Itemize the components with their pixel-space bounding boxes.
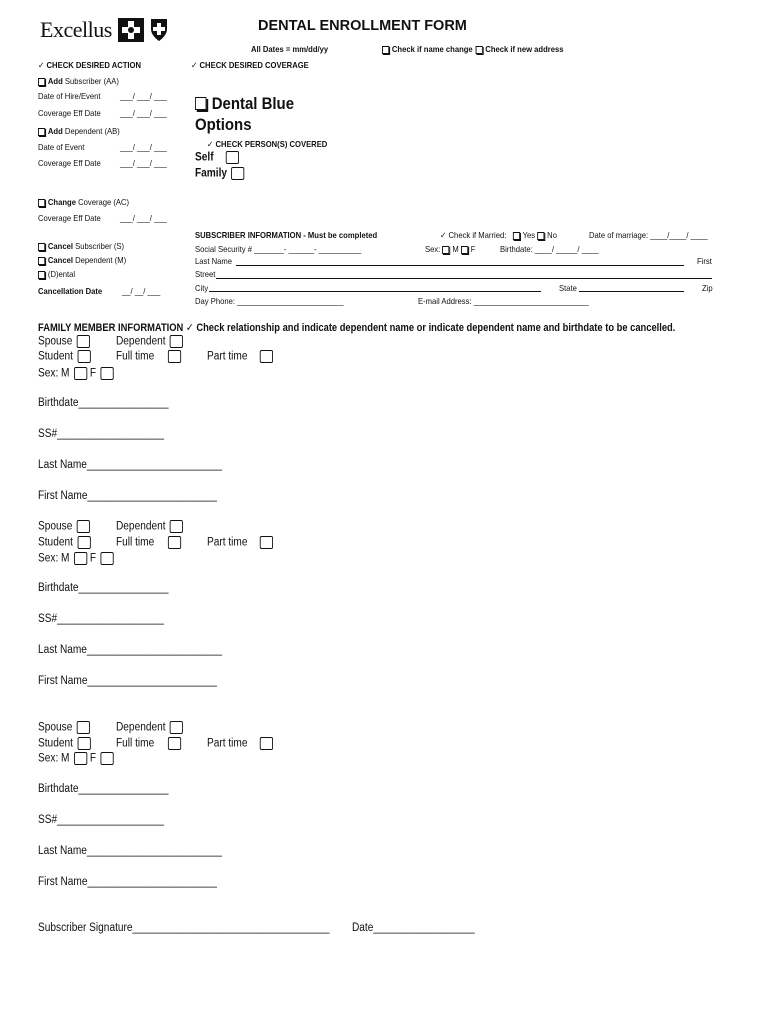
part-time-option[interactable] bbox=[207, 536, 273, 549]
student-checkbox[interactable] bbox=[77, 536, 90, 549]
add-word: Add bbox=[47, 76, 63, 86]
spouse-checkbox[interactable] bbox=[77, 520, 90, 533]
cancel-dependent-option[interactable] bbox=[38, 255, 126, 265]
sex-label: Sex: bbox=[425, 244, 441, 254]
spouse-label: Spouse bbox=[38, 335, 73, 348]
add-dependent-checkbox[interactable] bbox=[38, 128, 45, 136]
name-change-checkbox[interactable] bbox=[382, 46, 389, 54]
spouse-checkbox[interactable] bbox=[77, 721, 90, 734]
ssn-field[interactable]: Social Security # _______- ______- __________ bbox=[195, 244, 362, 254]
dependent-label: Dependent bbox=[116, 520, 166, 533]
change-coverage-checkbox[interactable] bbox=[38, 199, 45, 207]
dependent-label: Dependent bbox=[116, 721, 166, 734]
cancel-word: Cancel bbox=[47, 241, 73, 251]
last-name-label: Last Name bbox=[195, 256, 232, 266]
city-line[interactable] bbox=[209, 291, 541, 292]
part-time-checkbox[interactable] bbox=[260, 536, 273, 549]
full-time-option[interactable] bbox=[116, 350, 182, 363]
signature-date-field[interactable]: Date__________________ bbox=[352, 922, 475, 934]
form-title: DENTAL ENROLLMENT FORM bbox=[258, 18, 467, 34]
dependent-option[interactable] bbox=[116, 520, 183, 533]
cancel-subscriber-checkbox[interactable] bbox=[38, 243, 45, 251]
persons-covered-heading: ✓ CHECK PERSON(S) COVERED bbox=[207, 139, 328, 149]
dependent-option[interactable] bbox=[116, 335, 183, 348]
coverage-eff-label-2: Coverage Eff Date bbox=[38, 158, 101, 168]
dependent-checkbox[interactable] bbox=[170, 335, 183, 348]
state-label: State bbox=[559, 283, 577, 293]
first-name-field[interactable]: First Name_______________________ bbox=[38, 675, 217, 687]
add-dependent-label: Dependent (AB) bbox=[64, 126, 120, 136]
married-yes-checkbox[interactable] bbox=[513, 232, 520, 240]
persons-covered-label: CHECK PERSON(S) COVERED bbox=[215, 139, 328, 149]
sex-option[interactable] bbox=[38, 752, 114, 765]
desired-action-label: CHECK DESIRED ACTION bbox=[46, 60, 142, 70]
cancellation-date-field[interactable]: __/ __/ ___ bbox=[122, 286, 161, 296]
sex-f-checkbox[interactable] bbox=[101, 752, 114, 765]
date-event-label: Date of Event bbox=[38, 142, 85, 152]
married-label: Check if Married: bbox=[448, 230, 507, 240]
change-coverage-label: Coverage (AC) bbox=[78, 197, 130, 207]
blue-cross-icon bbox=[118, 18, 144, 42]
last-name-field[interactable]: Last Name________________________ bbox=[38, 845, 223, 857]
street-line[interactable] bbox=[216, 278, 712, 279]
spouse-label: Spouse bbox=[38, 520, 73, 533]
add-word: Add bbox=[47, 126, 63, 136]
excellus-logo bbox=[40, 17, 169, 43]
marriage-date-field[interactable]: Date of marriage: ____/____/ ____ bbox=[589, 230, 708, 240]
part-time-option[interactable] bbox=[207, 737, 273, 750]
part-time-label: Part time bbox=[207, 350, 248, 363]
sex-f-checkbox[interactable] bbox=[461, 246, 468, 254]
dates-note: All Dates = mm/dd/yy bbox=[251, 44, 329, 54]
cancellation-date-label: Cancellation Date bbox=[38, 286, 103, 296]
date-event-field[interactable]: ___/ ___/ ___ bbox=[120, 142, 167, 152]
sex-m-label: Sex: M bbox=[38, 752, 70, 765]
new-address-checkbox[interactable] bbox=[475, 46, 482, 54]
student-checkbox[interactable] bbox=[77, 737, 90, 750]
coverage-title-line2: Options bbox=[195, 115, 252, 134]
dental-checkbox[interactable] bbox=[38, 271, 45, 279]
family-heading-row: FAMILY MEMBER INFORMATION ✓ Check relationship and indicate dependent name or indicate dependent name and birthdate to be cancelled. bbox=[38, 322, 676, 334]
full-time-checkbox[interactable] bbox=[168, 350, 181, 363]
dependent-label: Dependent bbox=[116, 335, 166, 348]
part-time-label: Part time bbox=[207, 536, 248, 549]
ss-field[interactable]: SS#___________________ bbox=[38, 814, 165, 826]
add-dependent-option[interactable] bbox=[38, 126, 120, 136]
family-option[interactable] bbox=[195, 167, 245, 180]
full-time-checkbox[interactable] bbox=[168, 536, 181, 549]
change-word: Change bbox=[47, 197, 76, 207]
sex-f-label: F bbox=[89, 552, 97, 565]
dependent-checkbox[interactable] bbox=[170, 520, 183, 533]
cancel-subscriber-option[interactable] bbox=[38, 241, 124, 251]
coverage-eff-field[interactable]: ___/ ___/ ___ bbox=[120, 108, 167, 118]
m-label: M bbox=[452, 244, 459, 254]
brand-name: Excellus bbox=[40, 17, 112, 42]
full-time-option[interactable] bbox=[116, 536, 182, 549]
blue-shield-icon bbox=[149, 17, 169, 43]
full-time-checkbox[interactable] bbox=[168, 737, 181, 750]
email-field[interactable]: E-mail Address: ___________________________ bbox=[418, 296, 589, 306]
f-label: F bbox=[470, 244, 476, 254]
sex-option[interactable] bbox=[38, 367, 114, 380]
spouse-label: Spouse bbox=[38, 721, 73, 734]
name-line[interactable] bbox=[236, 265, 684, 266]
spouse-checkbox[interactable] bbox=[77, 335, 90, 348]
part-time-option[interactable] bbox=[207, 350, 273, 363]
cancel-subscriber-label: Subscriber (S) bbox=[75, 241, 125, 251]
birthdate-field[interactable]: Birthdate________________ bbox=[38, 582, 169, 594]
sex-f-label: F bbox=[89, 367, 97, 380]
ss-field[interactable]: SS#___________________ bbox=[38, 428, 165, 440]
last-name-field[interactable]: Last Name________________________ bbox=[38, 644, 223, 656]
spouse-option[interactable] bbox=[38, 335, 90, 348]
self-label: Self bbox=[195, 151, 214, 164]
coverage-eff-label-3: Coverage Eff Date bbox=[38, 213, 101, 223]
name-change-label: Check if name change bbox=[391, 44, 473, 54]
subscriber-heading: SUBSCRIBER INFORMATION - Must be completed bbox=[195, 230, 378, 240]
student-option[interactable] bbox=[38, 350, 90, 363]
city-label: City bbox=[195, 283, 209, 293]
student-option[interactable] bbox=[38, 536, 90, 549]
change-coverage-option[interactable] bbox=[38, 197, 129, 207]
student-label: Student bbox=[38, 737, 73, 750]
add-subscriber-option[interactable] bbox=[38, 76, 119, 86]
full-time-option[interactable] bbox=[116, 737, 182, 750]
coverage-title[interactable] bbox=[195, 94, 294, 114]
family-checkbox[interactable] bbox=[231, 167, 244, 180]
desired-action-heading: ✓ CHECK DESIRED ACTION bbox=[38, 60, 142, 70]
yes-label: Yes bbox=[522, 230, 536, 240]
day-phone-field[interactable]: Day Phone: _________________________ bbox=[195, 296, 344, 306]
sex-m-checkbox[interactable] bbox=[74, 552, 87, 565]
full-time-label: Full time bbox=[116, 737, 155, 750]
sex-m-checkbox[interactable] bbox=[74, 752, 87, 765]
spouse-option[interactable] bbox=[38, 520, 90, 533]
last-name-field[interactable]: Last Name________________________ bbox=[38, 459, 223, 471]
desired-coverage-heading: ✓ CHECK DESIRED COVERAGE bbox=[191, 60, 309, 70]
first-name-field[interactable]: First Name_______________________ bbox=[38, 490, 217, 502]
street-label: Street bbox=[195, 269, 216, 279]
married-row: ✓ Check if Married: Yes No bbox=[440, 230, 557, 240]
dental-label: (D)ental bbox=[47, 269, 76, 279]
cancel-dependent-label: Dependent (M) bbox=[75, 255, 127, 265]
part-time-checkbox[interactable] bbox=[260, 350, 273, 363]
add-subscriber-checkbox[interactable] bbox=[38, 78, 45, 86]
desired-coverage-label: CHECK DESIRED COVERAGE bbox=[199, 60, 309, 70]
student-label: Student bbox=[38, 350, 73, 363]
signature-field[interactable]: Subscriber Signature___________________________________ bbox=[38, 922, 330, 934]
date-hire-field[interactable]: ___/ ___/ ___ bbox=[120, 91, 167, 101]
sex-m-checkbox[interactable] bbox=[442, 246, 449, 254]
cancel-dependent-checkbox[interactable] bbox=[38, 257, 45, 265]
sex-m-label: Sex: M bbox=[38, 367, 70, 380]
no-label: No bbox=[547, 230, 557, 240]
sex-f-checkbox[interactable] bbox=[101, 367, 114, 380]
dependent-option[interactable] bbox=[116, 721, 183, 734]
full-time-label: Full time bbox=[116, 350, 155, 363]
dental-option[interactable] bbox=[38, 269, 75, 279]
coverage-eff-field-2[interactable]: ___/ ___/ ___ bbox=[120, 158, 167, 168]
sex-f-checkbox[interactable] bbox=[101, 552, 114, 565]
sex-m-label: Sex: M bbox=[38, 552, 70, 565]
student-option[interactable] bbox=[38, 737, 90, 750]
sex-row bbox=[425, 244, 475, 254]
add-subscriber-label: Subscriber (AA) bbox=[64, 76, 119, 86]
dental-blue-checkbox[interactable] bbox=[195, 97, 206, 110]
sex-option[interactable] bbox=[38, 552, 114, 565]
married-no-checkbox[interactable] bbox=[537, 232, 544, 240]
zip-label: Zip bbox=[702, 283, 713, 293]
full-time-label: Full time bbox=[116, 536, 155, 549]
coverage-eff-label: Coverage Eff Date bbox=[38, 108, 101, 118]
dependent-checkbox[interactable] bbox=[170, 721, 183, 734]
sex-f-label: F bbox=[89, 752, 97, 765]
family-heading: FAMILY MEMBER INFORMATION bbox=[38, 322, 184, 334]
cancel-word: Cancel bbox=[47, 255, 73, 265]
self-checkbox[interactable] bbox=[226, 151, 239, 164]
birthdate-field[interactable]: Birthdate: ____/ _____/ ____ bbox=[500, 244, 599, 254]
part-time-checkbox[interactable] bbox=[260, 737, 273, 750]
student-checkbox[interactable] bbox=[77, 350, 90, 363]
spouse-option[interactable] bbox=[38, 721, 90, 734]
state-line[interactable] bbox=[579, 291, 684, 292]
ss-field[interactable]: SS#___________________ bbox=[38, 613, 165, 625]
new-address-label: Check if new address bbox=[485, 44, 564, 54]
coverage-title-line1: Dental Blue bbox=[211, 94, 295, 113]
coverage-eff-field-3[interactable]: ___/ ___/ ___ bbox=[120, 213, 167, 223]
family-label: Family bbox=[195, 167, 228, 180]
student-label: Student bbox=[38, 536, 73, 549]
part-time-label: Part time bbox=[207, 737, 248, 750]
first-name-field[interactable]: First Name_______________________ bbox=[38, 876, 217, 888]
first-label: First bbox=[697, 256, 712, 266]
birthdate-field[interactable]: Birthdate________________ bbox=[38, 783, 169, 795]
name-change-option[interactable] bbox=[382, 44, 564, 54]
birthdate-field[interactable]: Birthdate________________ bbox=[38, 397, 169, 409]
family-instruction: Check relationship and indicate dependent name or indicate dependent name and birthdate to be cancelled. bbox=[196, 322, 676, 334]
self-option[interactable] bbox=[195, 151, 239, 164]
sex-m-checkbox[interactable] bbox=[74, 367, 87, 380]
date-hire-label: Date of Hire/Event bbox=[38, 91, 101, 101]
